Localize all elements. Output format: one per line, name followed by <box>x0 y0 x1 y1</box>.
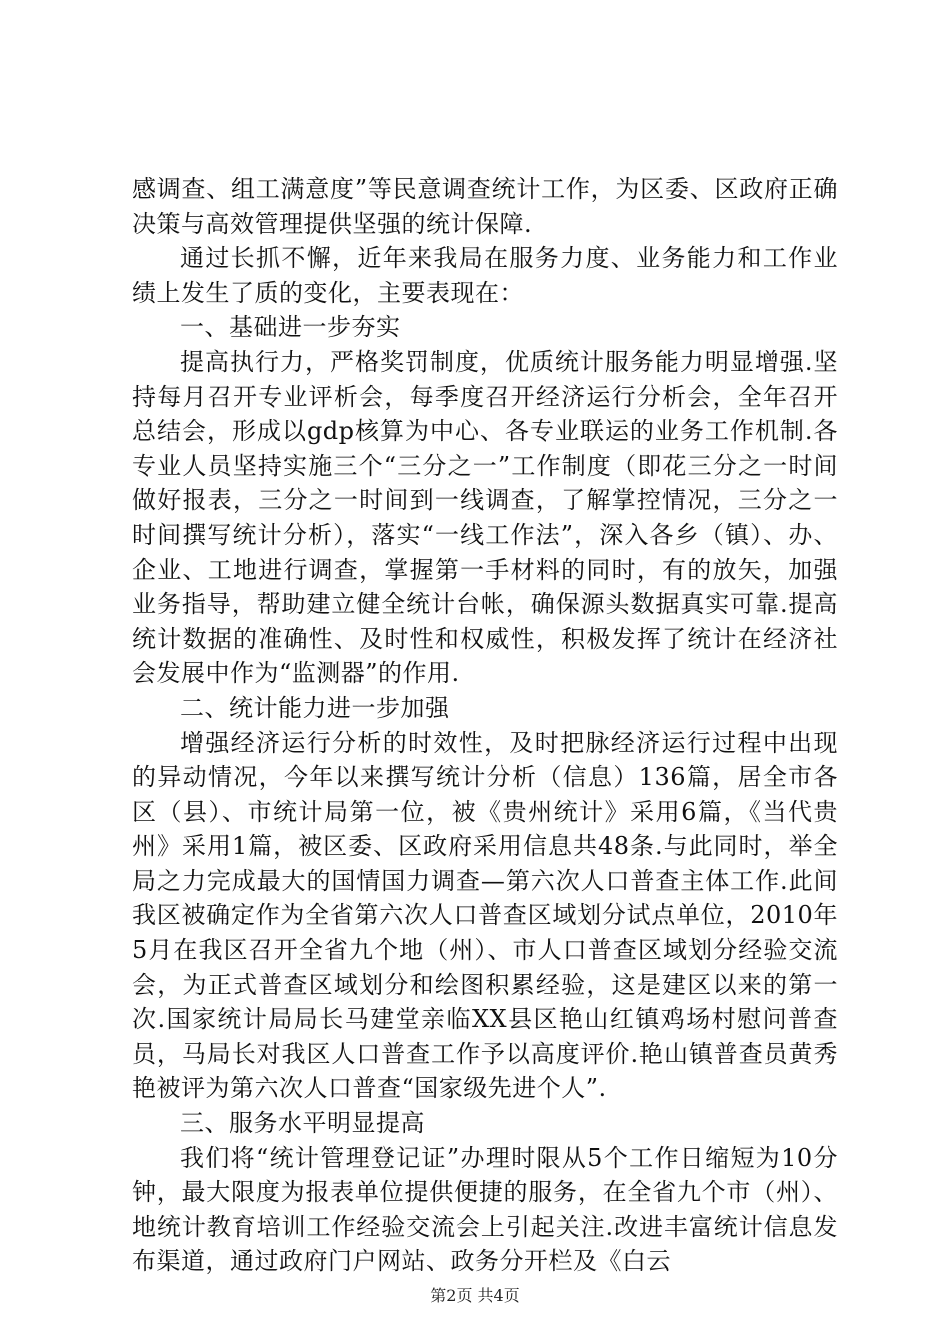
section-heading-2: 二、统计能力进一步加强 <box>180 693 450 722</box>
paragraph-4: 增强经济运行分析的时效性，及时把脉经济运行过程中出现的异动情况，今年以来撰写统计分析（信息）136篇，居全市各区（县）、市统计局第一位，被《贵州统计》采用6篇，《当代贵州》采用1篇，被区委、区政府采用信息共48条.与此同时，举全局之力完成最大的国情国力调查—第六次人口普查主体工作.此间我区被确定作为全省第六次人口普查区域划分试点单位，2010年5月在我区召开全省九个地（州）、市人口普查区域划分经验交流会，为正式普查区域划分和绘图积累经验，这是建区以来的第一次.国家统计局局长马建堂亲临XX县区艳山红镇鸡场村慰问普查员，马局长对我区人口普查工作予以高度评价.艳山镇普查员黄秀艳被评为第六次人口普查“国家级先进个人”. <box>132 728 838 1103</box>
paragraph-5: 我们将“统计管理登记证”办理时限从5个工作日缩短为10分钟，最大限度为报表单位提供便捷的服务，在全省九个市（州）、地统计教育培训工作经验交流会上引起关注.改进丰富统计信息发布渠道，通过政府门户网站、政务分开栏及《白云 <box>132 1143 838 1276</box>
page-number-label: 第2页 共4页 <box>430 1286 520 1305</box>
page-footer <box>0 1286 950 1306</box>
paragraph-1: 感调查、组工满意度”等民意调查统计工作，为区委、区政府正确决策与高效管理提供坚强的统计保障. <box>132 175 838 238</box>
section-heading-3: 三、服务水平明显提高 <box>180 1109 425 1138</box>
section-heading-1: 一、基础进一步夯实 <box>180 313 401 342</box>
paragraph-3: 提高执行力，严格奖罚制度，优质统计服务能力明显增强.坚持每月召开专业评析会，每季度召开经济运行分析会，全年召开总结会，形成以gdp核算为中心、各专业联运的业务工作机制.各专业人员坚持实施三个“三分之一”工作制度（即花三分之一时间做好报表，三分之一时间到一线调查，了解掌控情况，三分之一时间撰写统计分析），落实“一线工作法”，深入各乡（镇）、办、企业、工地进行调查，掌握第一手材料的同时，有的放矢，加强业务指导，帮助建立健全统计台帐，确保源头数据真实可靠.提高统计数据的准确性、及时性和权威性，积极发挥了统计在经济社会发展中作为“监测器”的作用. <box>132 347 838 688</box>
paragraph-2: 通过长抓不懈，近年来我局在服务力度、业务能力和工作业绩上发生了质的变化，主要表现在： <box>132 244 838 307</box>
document-body <box>132 172 838 1279</box>
